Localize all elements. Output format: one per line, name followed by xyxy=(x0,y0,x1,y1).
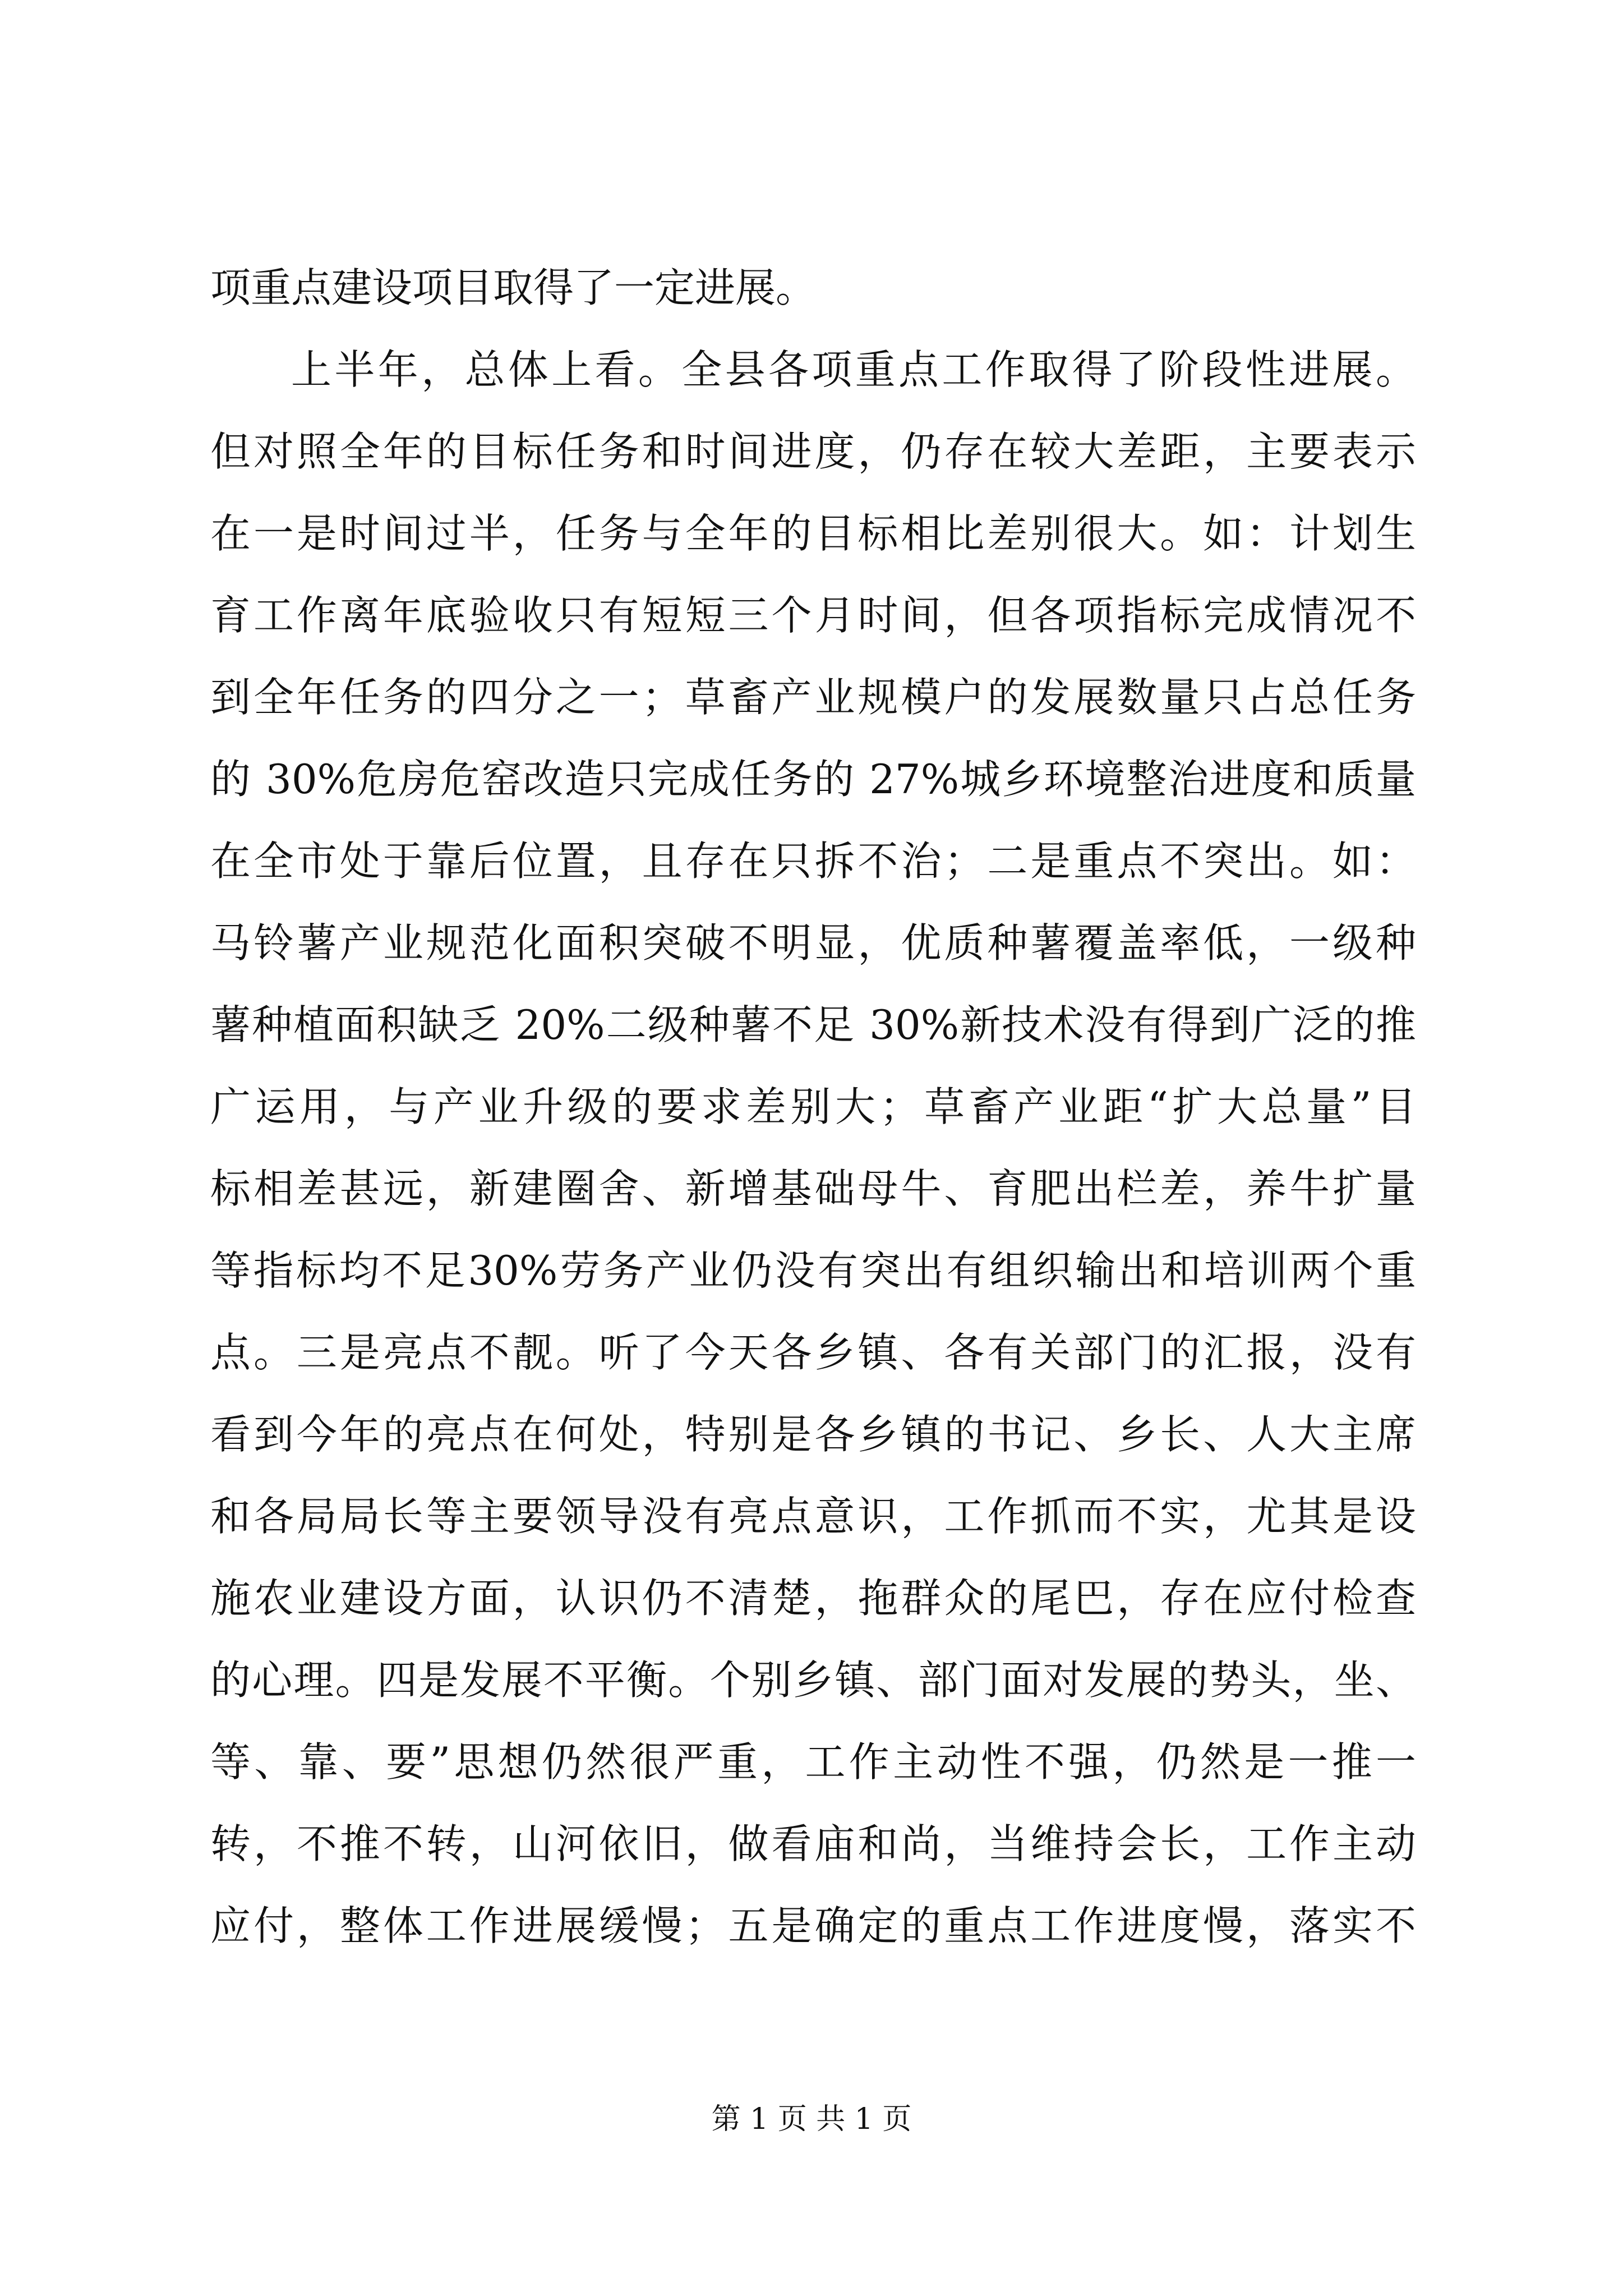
text-line: 在全市处于靠后位置，且存在只拆不治；二是重点不突出。如： xyxy=(210,838,1416,885)
text-line: 的心理。四是发展不平衡。个别乡镇、部门面对发展的势头，坐、 xyxy=(210,1657,1416,1704)
text-line: 和各局局长等主要领导没有亮点意识，工作抓而不实，尤其是设 xyxy=(210,1493,1416,1540)
text-line: 但对照全年的目标任务和时间进度，仍存在较大差距，主要表示 xyxy=(210,428,1416,475)
text-line: 点。三是亮点不靓。听了今天各乡镇、各有关部门的汇报，没有 xyxy=(210,1329,1416,1376)
text-line: 马铃薯产业规范化面积突破不明显，优质种薯覆盖率低，一级种 xyxy=(210,919,1416,967)
body-text xyxy=(210,247,1416,1967)
text-line: 在一是时间过半，任务与全年的目标相比差别很大。如：计划生 xyxy=(210,510,1416,557)
text-line: 等指标均不足30%劳务产业仍没有突出有组织输出和培训两个重 xyxy=(210,1247,1416,1294)
page-footer: 第 1 页 共 1 页 xyxy=(711,2102,912,2136)
text-line: 等、靠、要”思想仍然很严重，工作主动性不强，仍然是一推一 xyxy=(210,1738,1416,1786)
text-line: 到全年任务的四分之一；草畜产业规模户的发展数量只占总任务 xyxy=(210,674,1416,721)
text-line: 施农业建设方面，认识仍不清楚，拖群众的尾巴，存在应付检查 xyxy=(210,1575,1416,1622)
text-line: 广运用，与产业升级的要求差别大；草畜产业距“扩大总量”目 xyxy=(210,1083,1416,1130)
text-line: 看到今年的亮点在何处，特别是各乡镇的书记、乡长、人大主席 xyxy=(210,1411,1416,1458)
text-line: 转，不推不转，山河依旧，做看庙和尚，当维持会长，工作主动 xyxy=(210,1820,1416,1867)
text-line: 育工作离年底验收只有短短三个月时间，但各项指标完成情况不 xyxy=(210,592,1416,639)
text-line: 应付，整体工作进展缓慢；五是确定的重点工作进度慢，落实不 xyxy=(210,1902,1416,1949)
text-line: 项重点建设项目取得了一定进展。 xyxy=(210,264,817,311)
text-line: 的 30%危房危窑改造只完成任务的 27%城乡环境整治进度和质量 xyxy=(210,756,1416,803)
text-line: 薯种植面积缺乏 20%二级种薯不足 30%新技术没有得到广泛的推 xyxy=(210,1001,1416,1048)
text-line: 标相差甚远，新建圈舍、新增基础母牛、育肥出栏差，养牛扩量 xyxy=(210,1165,1416,1212)
text-line: 上半年，总体上看。全县各项重点工作取得了阶段性进展。 xyxy=(291,346,1416,393)
